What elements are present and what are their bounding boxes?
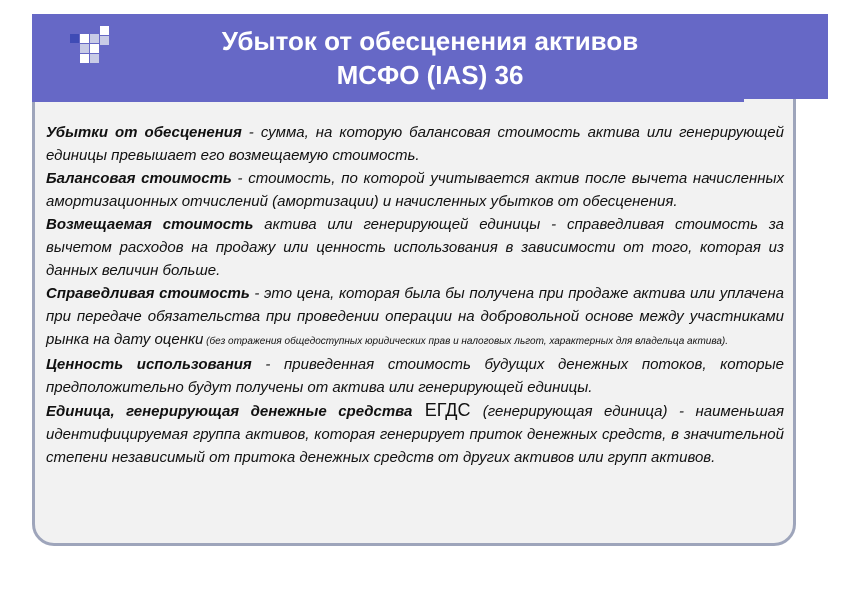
definition-carrying-amount <box>46 167 784 213</box>
slide-title-line-1: Убыток от обесценения активов <box>221 26 639 56</box>
definition-text: актива или генерирующей единицы - справедливая стоимость за вычетом расходов на продажу или ценность использования в зависимости от того, которая из данных величин больше. <box>46 216 784 279</box>
definition-text: - сумма, на которую балансовая стоимость актива или генерирующей единицы превышает его возмещаемую стоимость. <box>46 124 784 164</box>
definition-note: (без отражения общедоступных юридических прав и налоговых льгот, характерных для владельца актива). <box>203 336 729 347</box>
definition-text: - стоимость, по которой учитывается актив после вычета начисленных амортизационных отчислений (амортизации) и начисленных убытков от обесценения. <box>46 170 784 210</box>
definition-cash-generating-unit <box>46 399 784 469</box>
definition-text: - это цена, которая была бы получена при продаже актива или уплачена при передаче обязательства при проведении операции на добровольной основе между участниками рынка на дату оценки <box>46 285 784 348</box>
definition-text: - приведенная стоимость будущих денежных потоков, которые предположительно будут получены от актива или генерирующей единицы. <box>46 356 784 396</box>
checker-logo-icon <box>70 26 120 76</box>
definition-recoverable-amount <box>46 213 784 282</box>
term-label: Возмещаемая стоимость <box>46 216 254 233</box>
term-abbreviation: ЕГДС <box>412 400 483 420</box>
term-label: Справедливая стоимость <box>46 285 250 302</box>
definitions-text <box>46 121 784 469</box>
definition-fair-value <box>46 282 784 353</box>
term-label: Убытки от обесценения <box>46 124 242 141</box>
definition-value-in-use <box>46 353 784 399</box>
definition-text: (генерирующая единица) - наименьшая идентифицируемая группа активов, которая генерирует приток денежных средств, в значительной степени независимый от притока денежных средств от других активов или групп активов. <box>46 403 784 466</box>
term-label: Единица, генерирующая денежные средства <box>46 403 413 420</box>
definition-impairment-loss <box>46 121 784 167</box>
title-bar <box>32 14 828 99</box>
title-underline <box>32 99 744 102</box>
term-label: Балансовая стоимость <box>46 170 232 187</box>
slide-title-line-2: МСФО (IAS) 36 <box>336 60 524 90</box>
term-label: Ценность использования <box>46 356 252 373</box>
